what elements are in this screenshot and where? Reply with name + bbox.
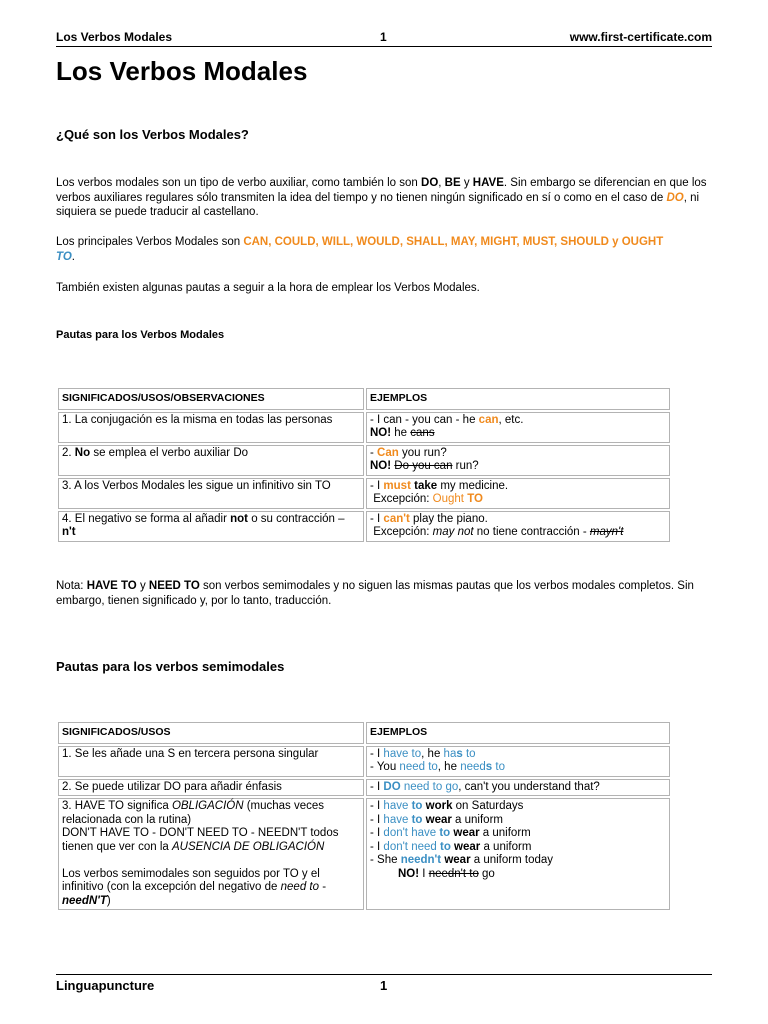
table-row	[58, 445, 670, 476]
example-cell: - I must take my medicine. Excepción: Ought TO	[366, 478, 670, 509]
modal-rules-table	[56, 386, 672, 544]
semimodales-heading: Pautas para los verbos semimodales	[56, 659, 285, 674]
header-title: Los Verbos Modales	[56, 30, 173, 44]
rule-cell: 2. No se emplea el verbo auxiliar Do	[58, 445, 364, 476]
table-row	[58, 746, 670, 777]
rule-cell: 4. El negativo se forma al añadir not o su contracción – n't	[58, 511, 364, 542]
semimodal-rules-table	[56, 720, 672, 912]
rule-cell: 1. La conjugación es la misma en todas las personas	[58, 412, 364, 443]
column-header-significados: SIGNIFICADOS/USOS/OBSERVACIONES	[58, 388, 364, 410]
footer-brand: Linguapuncture	[56, 978, 155, 993]
pautas-heading: Pautas para los Verbos Modales	[56, 329, 225, 341]
table-row	[58, 798, 670, 910]
example-cell: - I can - you can - he can, etc. NO! he cans	[366, 412, 670, 443]
header-website-link[interactable]: www.first-certificate.com	[569, 30, 712, 44]
table-row	[58, 779, 670, 797]
table-header-row	[58, 388, 670, 410]
page-footer	[56, 974, 712, 995]
table-row	[58, 412, 670, 443]
rule-cell: 1. Se les añade una S en tercera persona singular	[58, 746, 364, 777]
page-title: Los Verbos Modales	[56, 56, 308, 86]
example-cell: - I can't play the piano. Excepción: may not no tiene contracción - mayn't	[366, 511, 670, 542]
pautas-intro-paragraph: También existen algunas pautas a seguir a la hora de emplear los Verbos Modales.	[56, 282, 480, 294]
footer-page-number: 1	[380, 978, 388, 993]
table-header-row	[58, 722, 670, 744]
header-page-number: 1	[380, 30, 387, 44]
section-heading-que-son: ¿Qué son los Verbos Modales?	[56, 127, 249, 142]
example-cell: - I have to work on Saturdays - I have to wear a uniform - I don't have to wear a uniform - I don't need to wear a uniform - She needn't wear a uniform today NO! I needn't to go	[366, 798, 670, 910]
column-header-ejemplos: EJEMPLOS	[366, 388, 670, 410]
example-cell: - I have to, he has to - You need to, he needs to	[366, 746, 670, 777]
column-header-ejemplos: EJEMPLOS	[366, 722, 670, 744]
rule-cell: 3. A los Verbos Modales les sigue un infinitivo sin TO	[58, 478, 364, 509]
table-row	[58, 511, 670, 542]
nota-paragraph: Nota: HAVE TO y NEED TO son verbos semimodales y no siguen las mismas pautas que los verbos modales completos. Sin embargo, tienen significado y, por lo tanto, traducción.	[56, 580, 694, 607]
rule-cell: 3. HAVE TO significa OBLIGACIÓN (muchas veces relacionada con la rutina) DON'T HAVE TO - DON'T NEED TO - NEEDN'T todos tienen que ver con la AUSENCIA DE OBLIGACIÓN Los verbos semimodales son seguidos por TO y el infinitivo (con la excepción del negativo de need to - needN'T)	[58, 798, 364, 910]
example-cell: - Can you run? NO! Do you can run?	[366, 445, 670, 476]
example-cell: - I DO need to go, can't you understand that?	[366, 779, 670, 797]
rule-cell: 2. Se puede utilizar DO para añadir énfasis	[58, 779, 364, 797]
column-header-significados: SIGNIFICADOS/USOS	[58, 722, 364, 744]
table-row	[58, 478, 670, 509]
intro-paragraph: Los verbos modales son un tipo de verbo auxiliar, como también lo son DO, BE y HAVE. Sin embargo se diferencian en que los verbos auxiliares regulares sólo transmiten la idea del tiempo y no tienen ningún significado en sí o como en el caso de DO, ni siquiera se puede traducir al castellano.	[56, 177, 707, 218]
modal-verbs-list: CAN, COULD, WILL, WOULD, SHALL, MAY, MIGHT, MUST, SHOULD y OUGHT	[243, 236, 664, 248]
page-header	[56, 28, 712, 47]
principal-modals-paragraph: Los principales Verbos Modales son CAN, COULD, WILL, WOULD, SHALL, MAY, MIGHT, MUST, SHOULD y OUGHT TO.	[56, 236, 664, 263]
